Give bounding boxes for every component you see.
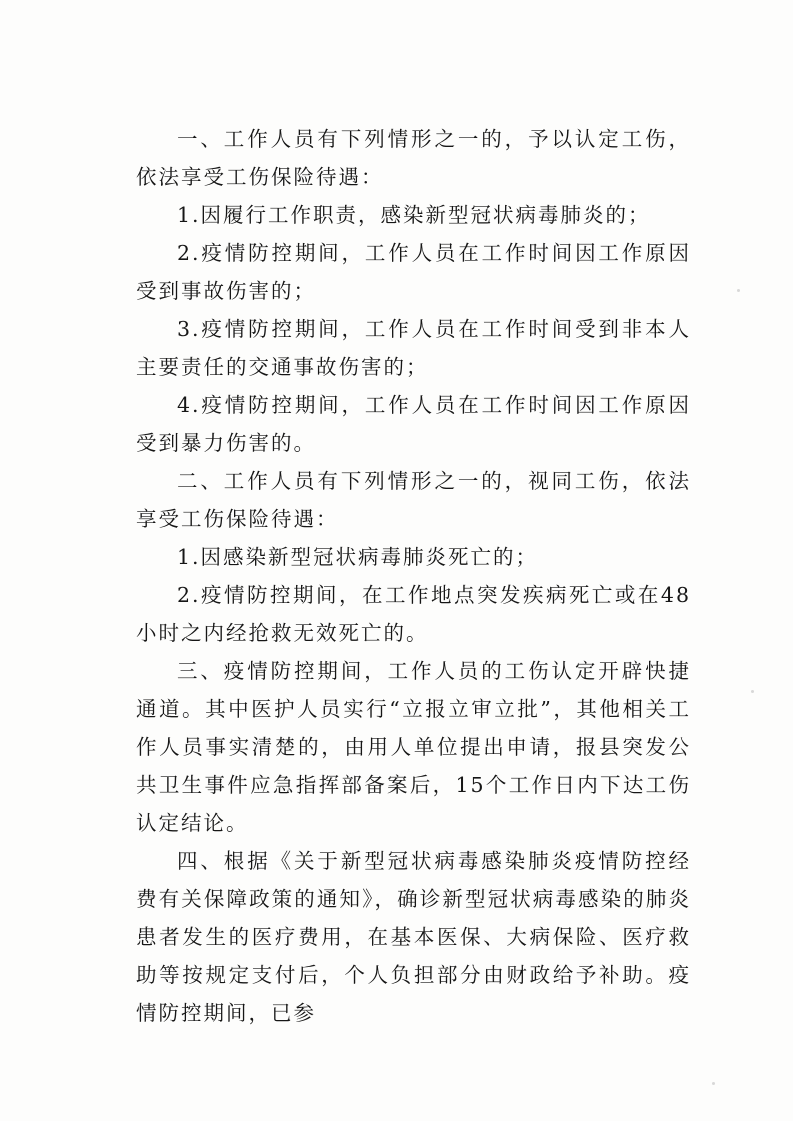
scan-speck <box>712 1082 715 1085</box>
section-1-heading: 一、工作人员有下列情形之一的，予以认定工伤，依法享受工伤保险待遇： <box>136 127 691 189</box>
scan-speck <box>737 289 740 292</box>
section-1-item-2: 2.疫情防控期间，工作人员在工作时间因工作原因受到事故伤害的； <box>136 241 691 303</box>
section-1-item-3: 3.疫情防控期间，工作人员在工作时间受到非本人主要责任的交通事故伤害的； <box>136 317 691 379</box>
section-1-item-1: 1.因履行工作职责，感染新型冠状病毒肺炎的； <box>177 203 651 227</box>
section-2-heading: 二、工作人员有下列情形之一的，视同工伤，依法享受工伤保险待遇： <box>136 469 691 531</box>
scan-speck <box>751 690 754 693</box>
section-3-paragraph: 三、疫情防控期间，工作人员的工伤认定开辟快捷通道。其中医护人员实行“立报立审立批”，其他相关工作人员事实清楚的，由用人单位提出申请，报县突发公共卫生事件应急指挥部备案后，15个工作日内下达工伤认定结论。 <box>136 659 691 835</box>
section-2-item-2: 2.疫情防控期间，在工作地点突发疾病死亡或在48小时之内经抢救无效死亡的。 <box>136 583 691 645</box>
section-4-paragraph: 四、根据《关于新型冠状病毒感染肺炎疫情防控经费有关保障政策的通知》，确诊新型冠状病毒感染的肺炎患者发生的医疗费用，在基本医保、大病保险、医疗救助等按规定支付后，个人负担部分由财政给予补助。疫情防控期间，已参 <box>136 849 691 1025</box>
section-2-item-1: 1.因感染新型冠状病毒肺炎死亡的； <box>177 545 539 569</box>
section-1-item-4: 4.疫情防控期间，工作人员在工作时间因工作原因受到暴力伤害的。 <box>136 393 691 455</box>
document-body <box>136 120 691 1032</box>
